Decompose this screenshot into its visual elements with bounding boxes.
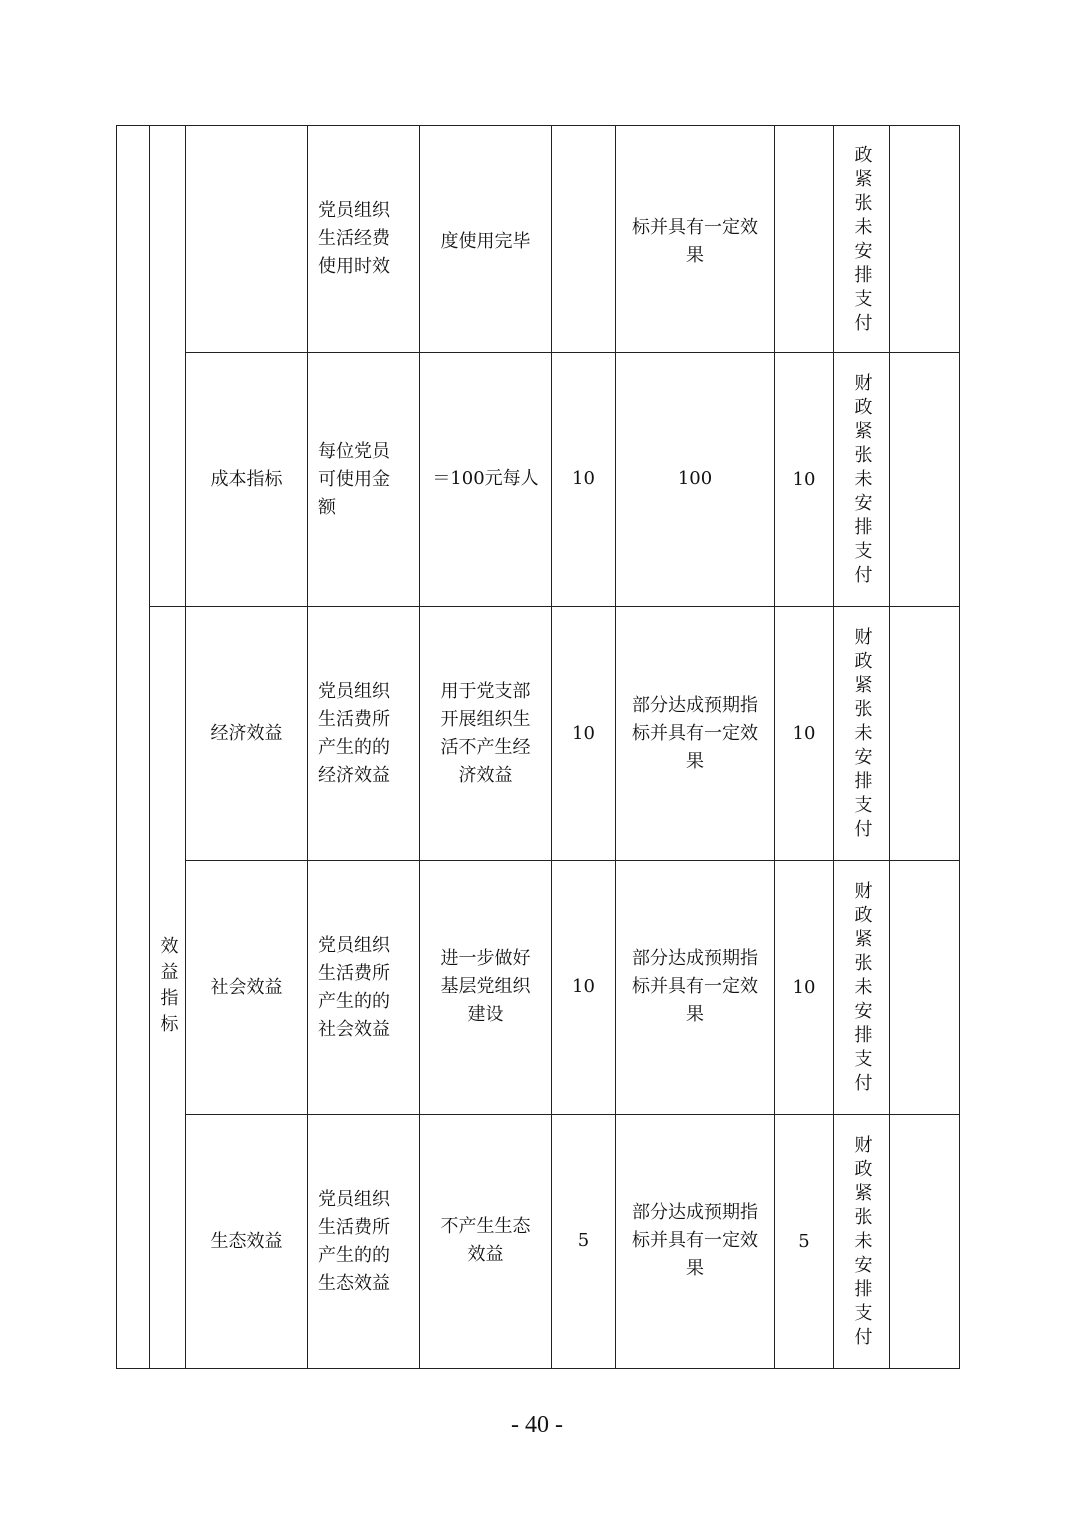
deduction-reason-cell: 财政紧张未安排支付 <box>834 607 890 861</box>
weight-cell <box>552 126 616 353</box>
third-level-indicator-cell: 成本指标 <box>186 353 308 607</box>
target-value-cell: 度使用完毕 <box>420 126 552 353</box>
target-value-cell: ＝100元每人 <box>420 353 552 607</box>
remarks-cell <box>890 126 960 353</box>
weight-cell: 10 <box>552 353 616 607</box>
page-number: - 40 - <box>511 1412 563 1438</box>
weight-cell: 10 <box>552 607 616 861</box>
remarks-cell <box>890 1115 960 1369</box>
remarks-cell <box>890 607 960 861</box>
actual-value-cell: 部分达成预期指 标并具有一定效 果 <box>616 861 775 1115</box>
indicator-name-cell: 党员组织 生活费所 产生的的 社会效益 <box>308 861 420 1115</box>
third-level-indicator-cell: 经济效益 <box>186 607 308 861</box>
deduction-reason-cell: 政紧张未安排支付 <box>834 126 890 353</box>
weight-cell: 10 <box>552 861 616 1115</box>
deduction-reason-cell: 财政紧张未安排支付 <box>834 353 890 607</box>
target-value-cell: 用于党支部 开展组织生 活不产生经 济效益 <box>420 607 552 861</box>
actual-value-cell: 标并具有一定效 果 <box>616 126 775 353</box>
score-cell <box>775 126 834 353</box>
actual-value-cell: 部分达成预期指 标并具有一定效 果 <box>616 1115 775 1369</box>
third-level-indicator-cell: 社会效益 <box>186 861 308 1115</box>
indicator-name-cell: 每位党员 可使用金 额 <box>308 353 420 607</box>
target-value-cell: 进一步做好 基层党组织 建设 <box>420 861 552 1115</box>
table-row <box>117 1115 960 1369</box>
actual-value-cell: 100 <box>616 353 775 607</box>
remarks-cell <box>890 353 960 607</box>
remarks-cell <box>890 861 960 1115</box>
table-row <box>117 861 960 1115</box>
table-row <box>117 353 960 607</box>
third-level-indicator-cell <box>186 126 308 353</box>
performance-table <box>116 125 960 1369</box>
second-level-indicator-cell <box>150 126 186 607</box>
second-level-indicator-cell: 效益指标 <box>150 607 186 1369</box>
indicator-name-cell: 党员组织 生活费所 产生的的 经济效益 <box>308 607 420 861</box>
deduction-reason-cell: 财政紧张未安排支付 <box>834 1115 890 1369</box>
indicator-name-cell: 党员组织 生活经费 使用时效 <box>308 126 420 353</box>
score-cell: 10 <box>775 607 834 861</box>
actual-value-cell: 部分达成预期指 标并具有一定效 果 <box>616 607 775 861</box>
score-cell: 10 <box>775 861 834 1115</box>
score-cell: 10 <box>775 353 834 607</box>
third-level-indicator-cell: 生态效益 <box>186 1115 308 1369</box>
indicator-name-cell: 党员组织 生活费所 产生的的 生态效益 <box>308 1115 420 1369</box>
first-level-indicator-cell <box>117 126 150 1369</box>
deduction-reason-cell: 财政紧张未安排支付 <box>834 861 890 1115</box>
weight-cell: 5 <box>552 1115 616 1369</box>
table-row <box>117 607 960 861</box>
score-cell: 5 <box>775 1115 834 1369</box>
target-value-cell: 不产生生态 效益 <box>420 1115 552 1369</box>
table-row <box>117 126 960 353</box>
